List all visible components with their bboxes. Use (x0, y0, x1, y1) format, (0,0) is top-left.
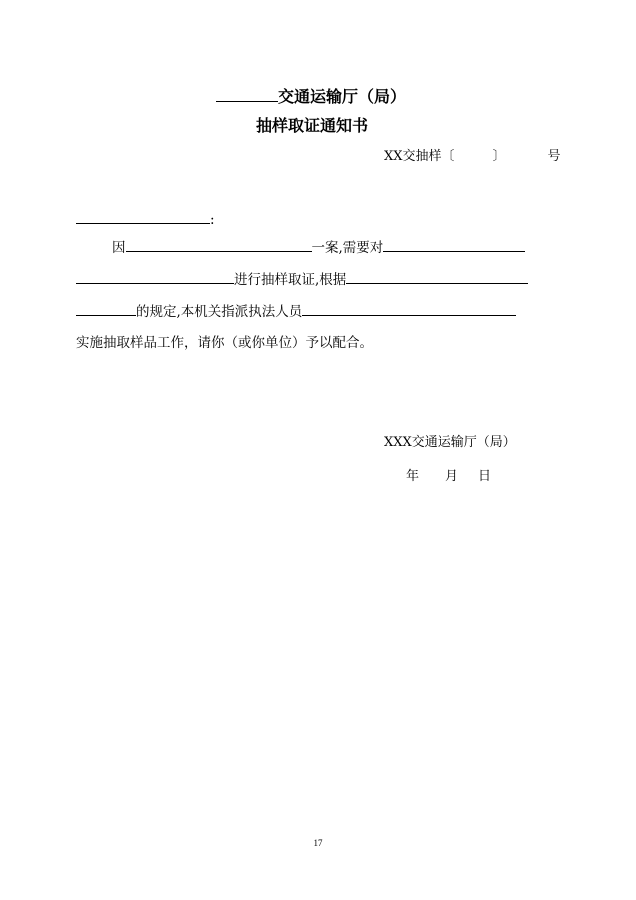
date-year-label: 年 (406, 469, 420, 484)
document-title (216, 86, 406, 107)
case-name-blank[interactable] (126, 236, 312, 252)
body-line-4: 实施抽取样品工作，请你（或你单位）予以配合。 (76, 335, 373, 351)
recipient-colon: : (210, 212, 215, 228)
legal-basis-blank[interactable] (346, 268, 528, 284)
body-line-2 (76, 268, 528, 289)
document-number-line (384, 148, 561, 166)
title-suffix: 交通运输厅（局） (278, 87, 407, 106)
issuing-authority: XXX交通运输厅（局） (384, 435, 516, 450)
legal-basis-continued-blank[interactable] (76, 300, 136, 316)
document-subtitle: 抽样取证通知书 (256, 116, 369, 135)
body-line-1 (112, 236, 525, 257)
page-number: 17 (313, 838, 323, 848)
doc-no-bracket-close: 〕 (492, 149, 506, 164)
officers-blank[interactable] (302, 300, 516, 316)
doc-no-suffix: 号 (547, 149, 561, 164)
date-line (406, 468, 491, 486)
line2-mid: 进行抽样取证,根据 (234, 272, 347, 288)
line3-mid: 的规定,本机关指派执法人员 (136, 304, 303, 320)
sample-object-blank[interactable] (383, 236, 525, 252)
sample-object-continued-blank[interactable] (76, 268, 234, 284)
doc-no-prefix: XX交抽样〔 (384, 149, 455, 164)
date-day-label: 日 (478, 469, 492, 484)
line1-start: 因 (112, 240, 126, 256)
org-name-blank[interactable] (216, 86, 278, 102)
date-month-label: 月 (445, 469, 459, 484)
recipient-blank[interactable] (76, 208, 210, 224)
body-line-3 (76, 300, 516, 321)
line1-mid: 一案,需要对 (311, 240, 384, 256)
recipient-line (76, 208, 215, 229)
